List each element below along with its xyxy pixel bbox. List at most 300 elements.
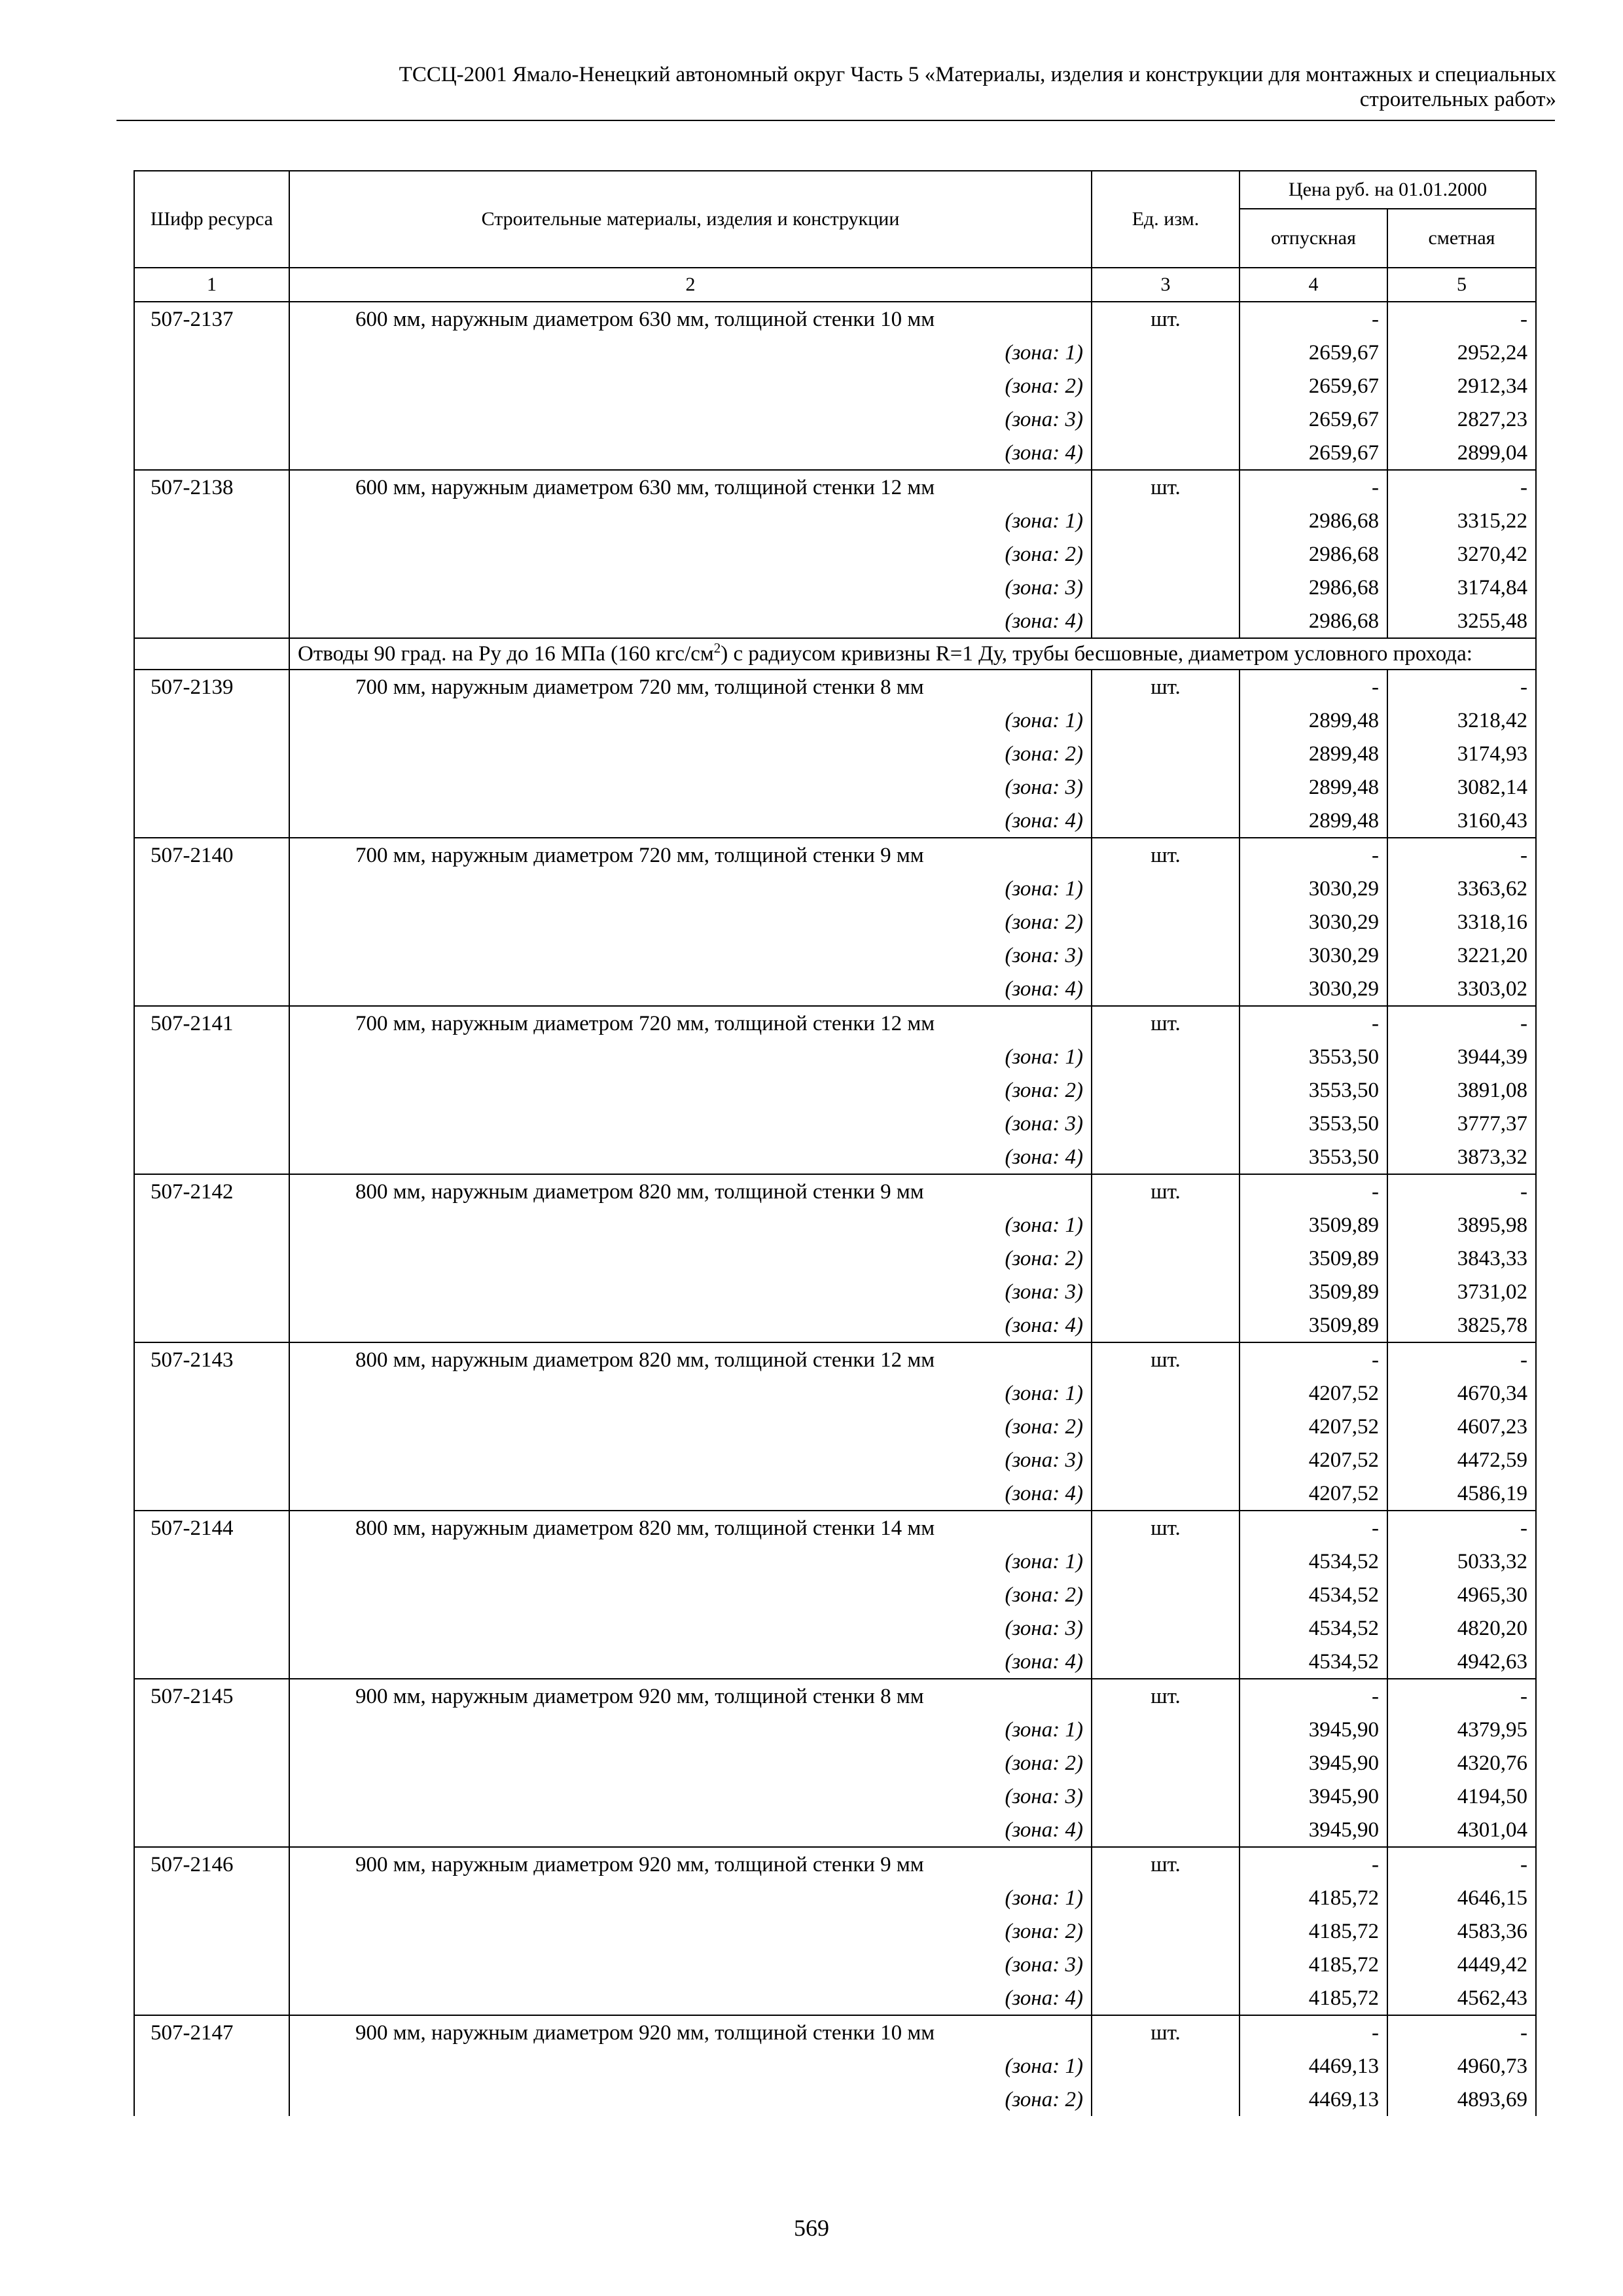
estimate-price: - [1387, 1511, 1536, 1545]
column-number: 2 [289, 268, 1092, 302]
empty-cell [1092, 2049, 1240, 2083]
table-row-zone [134, 1275, 1536, 1308]
table-row-zone [134, 537, 1536, 571]
estimate-price: 3174,93 [1387, 737, 1536, 770]
empty-cell [134, 1914, 289, 1948]
empty-cell [1092, 804, 1240, 838]
release-price: 2899,48 [1240, 704, 1387, 737]
empty-cell [1092, 1275, 1240, 1308]
empty-cell [134, 604, 289, 638]
empty-cell [1092, 1545, 1240, 1578]
empty-cell [134, 1981, 289, 2015]
zone-label: (зона: 2) [289, 1578, 1092, 1611]
table-row-zone [134, 1578, 1536, 1611]
table-row-item [134, 1174, 1536, 1208]
empty-cell [1092, 369, 1240, 403]
empty-cell [1092, 872, 1240, 905]
empty-cell [134, 2083, 289, 2116]
empty-cell [1092, 1780, 1240, 1813]
release-price: 2986,68 [1240, 537, 1387, 571]
estimate-price: 3303,02 [1387, 972, 1536, 1006]
table-row-zone [134, 2049, 1536, 2083]
empty-cell [134, 1376, 289, 1410]
zone-label: (зона: 1) [289, 872, 1092, 905]
table-row-zone [134, 1713, 1536, 1746]
table-row-zone [134, 1107, 1536, 1140]
estimate-price: 4194,50 [1387, 1780, 1536, 1813]
empty-cell [1092, 1981, 1240, 2015]
table-row-zone [134, 1308, 1536, 1342]
release-price: - [1240, 1511, 1387, 1545]
zone-label: (зона: 1) [289, 1376, 1092, 1410]
empty-cell [134, 1443, 289, 1477]
empty-cell [134, 1780, 289, 1813]
header-price: Цена руб. на 01.01.2000 [1240, 171, 1536, 209]
empty-cell [1092, 1914, 1240, 1948]
estimate-price: 3363,62 [1387, 872, 1536, 905]
table-row-item [134, 670, 1536, 704]
empty-cell [1092, 770, 1240, 804]
estimate-price: - [1387, 302, 1536, 336]
zone-label: (зона: 4) [289, 1981, 1092, 2015]
release-price: 2659,67 [1240, 436, 1387, 470]
empty-cell [1092, 972, 1240, 1006]
empty-cell [1092, 1443, 1240, 1477]
empty-cell [134, 737, 289, 770]
empty-cell [1092, 1208, 1240, 1242]
release-price: 2659,67 [1240, 403, 1387, 436]
estimate-price: 3218,42 [1387, 704, 1536, 737]
table-row-zone [134, 972, 1536, 1006]
zone-label: (зона: 1) [289, 704, 1092, 737]
empty-cell [134, 1881, 289, 1914]
release-price: 2986,68 [1240, 604, 1387, 638]
estimate-price: - [1387, 670, 1536, 704]
table-row-item [134, 1679, 1536, 1713]
release-price: 3945,90 [1240, 1746, 1387, 1780]
zone-label: (зона: 1) [289, 504, 1092, 537]
table-row-zone [134, 504, 1536, 537]
empty-cell [1092, 403, 1240, 436]
empty-cell [134, 1645, 289, 1679]
unit-cell: шт. [1092, 470, 1240, 504]
release-price: - [1240, 302, 1387, 336]
unit-cell: шт. [1092, 1006, 1240, 1040]
table-row-item [134, 302, 1536, 336]
table-row-zone [134, 1545, 1536, 1578]
release-price: - [1240, 1847, 1387, 1881]
estimate-price: 2827,23 [1387, 403, 1536, 436]
table-row-zone [134, 436, 1536, 470]
empty-cell [1092, 1040, 1240, 1073]
empty-cell [1092, 1948, 1240, 1981]
table-row-zone [134, 1140, 1536, 1174]
empty-cell [134, 972, 289, 1006]
release-price: 3553,50 [1240, 1040, 1387, 1073]
resource-code: 507-2139 [134, 670, 289, 704]
release-price: 3030,29 [1240, 905, 1387, 939]
empty-cell [134, 1746, 289, 1780]
empty-cell [134, 905, 289, 939]
empty-cell [134, 804, 289, 838]
table-row-zone [134, 604, 1536, 638]
release-price: 4534,52 [1240, 1611, 1387, 1645]
release-price: 2899,48 [1240, 804, 1387, 838]
unit-cell: шт. [1092, 838, 1240, 872]
release-price: - [1240, 1006, 1387, 1040]
zone-label: (зона: 3) [289, 1275, 1092, 1308]
empty-cell [1092, 336, 1240, 369]
empty-cell [1092, 905, 1240, 939]
estimate-price: 4301,04 [1387, 1813, 1536, 1847]
release-price: - [1240, 670, 1387, 704]
table-row-zone [134, 1813, 1536, 1847]
release-price: 4207,52 [1240, 1410, 1387, 1443]
estimate-price: 4820,20 [1387, 1611, 1536, 1645]
release-price: 3553,50 [1240, 1140, 1387, 1174]
zone-label: (зона: 4) [289, 1477, 1092, 1511]
release-price: 4534,52 [1240, 1578, 1387, 1611]
table-row-zone [134, 1746, 1536, 1780]
table-row-zone [134, 1881, 1536, 1914]
item-description: 800 мм, наружным диаметром 820 мм, толщиной стенки 9 мм [289, 1174, 1092, 1208]
release-price: 2899,48 [1240, 770, 1387, 804]
table-row-zone [134, 704, 1536, 737]
table-row-zone [134, 1645, 1536, 1679]
zone-label: (зона: 4) [289, 604, 1092, 638]
estimate-price: 4646,15 [1387, 1881, 1536, 1914]
empty-cell [134, 872, 289, 905]
header-code: Шифр ресурса [134, 171, 289, 268]
item-description: 900 мм, наружным диаметром 920 мм, толщиной стенки 9 мм [289, 1847, 1092, 1881]
estimate-price: 3944,39 [1387, 1040, 1536, 1073]
column-number: 5 [1387, 268, 1536, 302]
estimate-price: 4583,36 [1387, 1914, 1536, 1948]
empty-cell [1092, 737, 1240, 770]
item-description: 700 мм, наружным диаметром 720 мм, толщиной стенки 8 мм [289, 670, 1092, 704]
empty-cell [1092, 1813, 1240, 1847]
release-price: 4469,13 [1240, 2049, 1387, 2083]
estimate-price: - [1387, 2015, 1536, 2049]
empty-cell [1092, 571, 1240, 604]
zone-label: (зона: 4) [289, 436, 1092, 470]
estimate-price: - [1387, 1174, 1536, 1208]
empty-cell [134, 1948, 289, 1981]
table-row-zone [134, 1443, 1536, 1477]
table-row-zone [134, 1981, 1536, 2015]
release-price: 3945,90 [1240, 1713, 1387, 1746]
zone-label: (зона: 2) [289, 537, 1092, 571]
item-description: 800 мм, наружным диаметром 820 мм, толщиной стенки 14 мм [289, 1511, 1092, 1545]
zone-label: (зона: 4) [289, 1645, 1092, 1679]
header-rule [116, 120, 1555, 121]
table-row-zone [134, 770, 1536, 804]
header-unit: Ед. изм. [1092, 171, 1240, 268]
resource-code: 507-2137 [134, 302, 289, 336]
running-header [116, 62, 1556, 112]
empty-cell [1092, 2083, 1240, 2116]
zone-label: (зона: 1) [289, 2049, 1092, 2083]
release-price: 4534,52 [1240, 1545, 1387, 1578]
release-price: 2899,48 [1240, 737, 1387, 770]
table-row-zone [134, 571, 1536, 604]
table-row-zone [134, 336, 1536, 369]
header-estimate-price: сметная [1387, 209, 1536, 268]
empty-cell [134, 1040, 289, 1073]
table-row-item [134, 470, 1536, 504]
section-heading [289, 638, 1536, 670]
estimate-price: 3255,48 [1387, 604, 1536, 638]
unit-cell: шт. [1092, 1511, 1240, 1545]
empty-cell [134, 1140, 289, 1174]
zone-label: (зона: 1) [289, 1713, 1092, 1746]
release-price: - [1240, 1174, 1387, 1208]
zone-label: (зона: 2) [289, 1242, 1092, 1275]
zone-label: (зона: 1) [289, 1545, 1092, 1578]
empty-cell [1092, 704, 1240, 737]
table-row-zone [134, 1208, 1536, 1242]
empty-cell [134, 571, 289, 604]
estimate-price: 4449,42 [1387, 1948, 1536, 1981]
item-description: 900 мм, наружным диаметром 920 мм, толщиной стенки 8 мм [289, 1679, 1092, 1713]
estimate-price: 2952,24 [1387, 336, 1536, 369]
estimate-price: 4562,43 [1387, 1981, 1536, 2015]
estimate-price: 4472,59 [1387, 1443, 1536, 1477]
estimate-price: 4893,69 [1387, 2083, 1536, 2116]
table-row-item [134, 2015, 1536, 2049]
empty-cell [1092, 1376, 1240, 1410]
unit-cell: шт. [1092, 302, 1240, 336]
zone-label: (зона: 4) [289, 1308, 1092, 1342]
resource-code: 507-2146 [134, 1847, 289, 1881]
release-price: 2986,68 [1240, 571, 1387, 604]
release-price: - [1240, 2015, 1387, 2049]
zone-label: (зона: 2) [289, 1410, 1092, 1443]
empty-cell [134, 939, 289, 972]
estimate-price: 3843,33 [1387, 1242, 1536, 1275]
zone-label: (зона: 3) [289, 1780, 1092, 1813]
estimate-price: 2899,04 [1387, 436, 1536, 470]
empty-cell [1092, 939, 1240, 972]
item-description: 700 мм, наружным диаметром 720 мм, толщиной стенки 9 мм [289, 838, 1092, 872]
release-price: - [1240, 838, 1387, 872]
estimate-price: 3731,02 [1387, 1275, 1536, 1308]
zone-label: (зона: 3) [289, 403, 1092, 436]
resource-code: 507-2143 [134, 1342, 289, 1376]
unit-cell: шт. [1092, 2015, 1240, 2049]
table-row-zone [134, 737, 1536, 770]
table-row-zone [134, 1242, 1536, 1275]
table-row-zone [134, 1611, 1536, 1645]
zone-label: (зона: 3) [289, 939, 1092, 972]
estimate-price: 3174,84 [1387, 571, 1536, 604]
empty-cell [134, 1107, 289, 1140]
running-header-line2: строительных работ» [1359, 88, 1556, 111]
item-description: 600 мм, наружным диаметром 630 мм, толщиной стенки 12 мм [289, 470, 1092, 504]
empty-cell [134, 770, 289, 804]
unit-cell: шт. [1092, 1342, 1240, 1376]
zone-label: (зона: 1) [289, 1208, 1092, 1242]
empty-cell [1092, 537, 1240, 571]
table-row-zone [134, 1073, 1536, 1107]
empty-cell [134, 1073, 289, 1107]
release-price: 2986,68 [1240, 504, 1387, 537]
release-price: 4469,13 [1240, 2083, 1387, 2116]
release-price: 3945,90 [1240, 1780, 1387, 1813]
table-row-zone [134, 403, 1536, 436]
table-row-zone [134, 2083, 1536, 2116]
section-text-part: ) с радиусом кривизны R=1 Ду, трубы бесшовные, диаметром условного прохода: [721, 642, 1472, 666]
zone-label: (зона: 4) [289, 804, 1092, 838]
zone-label: (зона: 2) [289, 1073, 1092, 1107]
resource-code: 507-2144 [134, 1511, 289, 1545]
empty-cell [1092, 504, 1240, 537]
estimate-price: 3270,42 [1387, 537, 1536, 571]
empty-cell [134, 504, 289, 537]
zone-label: (зона: 1) [289, 336, 1092, 369]
empty-cell [134, 2049, 289, 2083]
price-table [134, 170, 1537, 2116]
empty-cell [1092, 1611, 1240, 1645]
resource-code: 507-2142 [134, 1174, 289, 1208]
table-row-zone [134, 1948, 1536, 1981]
estimate-price: 3082,14 [1387, 770, 1536, 804]
estimate-price: - [1387, 1847, 1536, 1881]
empty-cell [134, 1713, 289, 1746]
release-price: 3553,50 [1240, 1107, 1387, 1140]
release-price: 4185,72 [1240, 1981, 1387, 2015]
unit-cell: шт. [1092, 1847, 1240, 1881]
estimate-price: 3825,78 [1387, 1308, 1536, 1342]
estimate-price: 3315,22 [1387, 504, 1536, 537]
estimate-price: 3891,08 [1387, 1073, 1536, 1107]
empty-cell [1092, 1410, 1240, 1443]
estimate-price: 5033,32 [1387, 1545, 1536, 1578]
zone-label: (зона: 1) [289, 1040, 1092, 1073]
table-row-zone [134, 905, 1536, 939]
table-row-item [134, 1847, 1536, 1881]
zone-label: (зона: 4) [289, 1140, 1092, 1174]
empty-cell [134, 1813, 289, 1847]
release-price: 4534,52 [1240, 1645, 1387, 1679]
release-price: 4207,52 [1240, 1376, 1387, 1410]
empty-cell [1092, 1107, 1240, 1140]
estimate-price: 2912,34 [1387, 369, 1536, 403]
estimate-price: 4960,73 [1387, 2049, 1536, 2083]
release-price: - [1240, 1679, 1387, 1713]
zone-label: (зона: 2) [289, 1746, 1092, 1780]
table-row-zone [134, 1914, 1536, 1948]
estimate-price: - [1387, 1006, 1536, 1040]
estimate-price: 4942,63 [1387, 1645, 1536, 1679]
empty-cell [134, 638, 289, 670]
table-row-zone [134, 1040, 1536, 1073]
empty-cell [134, 336, 289, 369]
empty-cell [134, 1611, 289, 1645]
release-price: 3509,89 [1240, 1275, 1387, 1308]
column-number: 3 [1092, 268, 1240, 302]
item-description: 700 мм, наружным диаметром 720 мм, толщиной стенки 12 мм [289, 1006, 1092, 1040]
empty-cell [134, 369, 289, 403]
table-row-item [134, 1006, 1536, 1040]
table-row-zone [134, 1477, 1536, 1511]
estimate-price: 4379,95 [1387, 1713, 1536, 1746]
resource-code: 507-2140 [134, 838, 289, 872]
release-price: 4185,72 [1240, 1948, 1387, 1981]
table-row-zone [134, 1780, 1536, 1813]
estimate-price: 4670,34 [1387, 1376, 1536, 1410]
empty-cell [134, 403, 289, 436]
zone-label: (зона: 4) [289, 972, 1092, 1006]
zone-label: (зона: 2) [289, 2083, 1092, 2116]
estimate-price: 3221,20 [1387, 939, 1536, 972]
empty-cell [1092, 436, 1240, 470]
release-price: 4207,52 [1240, 1443, 1387, 1477]
empty-cell [134, 704, 289, 737]
table-row-item [134, 838, 1536, 872]
empty-cell [134, 1242, 289, 1275]
empty-cell [134, 436, 289, 470]
empty-cell [134, 1578, 289, 1611]
zone-label: (зона: 2) [289, 737, 1092, 770]
empty-cell [134, 1410, 289, 1443]
estimate-price: 3777,37 [1387, 1107, 1536, 1140]
zone-label: (зона: 3) [289, 1443, 1092, 1477]
superscript: 2 [713, 640, 721, 656]
empty-cell [1092, 1713, 1240, 1746]
release-price: 3030,29 [1240, 972, 1387, 1006]
zone-label: (зона: 4) [289, 1813, 1092, 1847]
item-description: 900 мм, наружным диаметром 920 мм, толщиной стенки 10 мм [289, 2015, 1092, 2049]
unit-cell: шт. [1092, 1679, 1240, 1713]
release-price: 4185,72 [1240, 1914, 1387, 1948]
release-price: 4185,72 [1240, 1881, 1387, 1914]
zone-label: (зона: 3) [289, 571, 1092, 604]
estimate-price: - [1387, 1679, 1536, 1713]
empty-cell [1092, 1881, 1240, 1914]
empty-cell [1092, 1578, 1240, 1611]
empty-cell [134, 1208, 289, 1242]
estimate-price: 3873,32 [1387, 1140, 1536, 1174]
empty-cell [1092, 1140, 1240, 1174]
table-row-zone [134, 1410, 1536, 1443]
release-price: 3945,90 [1240, 1813, 1387, 1847]
release-price: - [1240, 470, 1387, 504]
estimate-price: - [1387, 838, 1536, 872]
running-header-line1: ТССЦ-2001 Ямало-Ненецкий автономный округ Часть 5 «Материалы, изделия и конструкции для монтажных и специальных [399, 63, 1556, 86]
zone-label: (зона: 2) [289, 905, 1092, 939]
table-row-zone [134, 939, 1536, 972]
table-row-zone [134, 804, 1536, 838]
estimate-price: 3160,43 [1387, 804, 1536, 838]
empty-cell [1092, 1242, 1240, 1275]
header-release-price: отпускная [1240, 209, 1387, 268]
table-body [134, 302, 1536, 2116]
resource-code: 507-2145 [134, 1679, 289, 1713]
zone-label: (зона: 3) [289, 1107, 1092, 1140]
resource-code: 507-2147 [134, 2015, 289, 2049]
column-number: 4 [1240, 268, 1387, 302]
unit-cell: шт. [1092, 670, 1240, 704]
estimate-price: 4320,76 [1387, 1746, 1536, 1780]
release-price: - [1240, 1342, 1387, 1376]
empty-cell [134, 537, 289, 571]
table-row-section [134, 638, 1536, 670]
empty-cell [1092, 604, 1240, 638]
estimate-price: 4586,19 [1387, 1477, 1536, 1511]
table-row-zone [134, 369, 1536, 403]
empty-cell [134, 1477, 289, 1511]
